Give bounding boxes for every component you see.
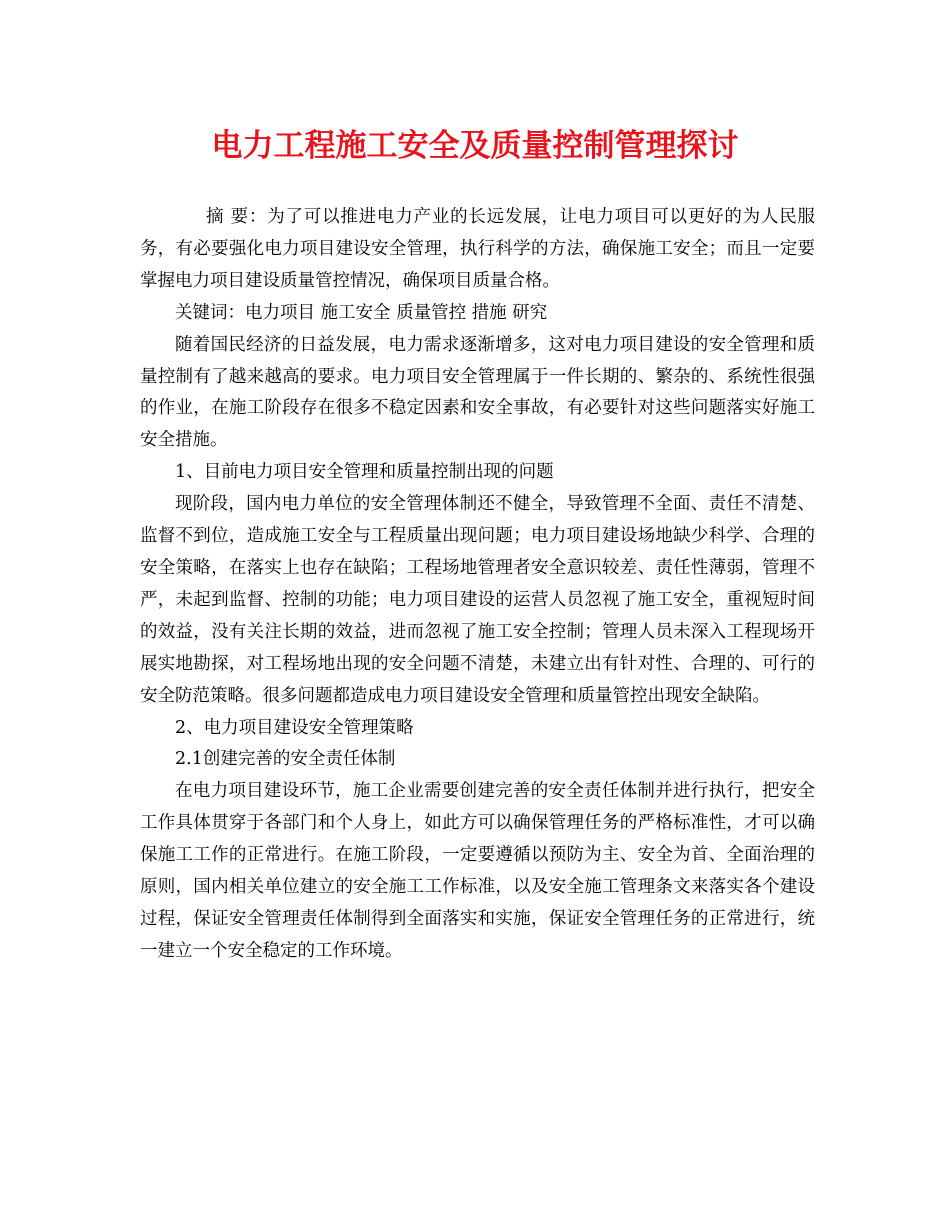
section-2-heading: 2、电力项目建设安全管理策略 [175, 717, 414, 738]
keywords-paragraph: 关键词：电力项目 施工安全 质量管控 措施 研究 [175, 302, 548, 323]
section-2-1-paragraph: 在电力项目建设环节，施工企业需要创建完善的安全责任体制并进行执行，把安全工作具体贯穿于各部门和个人身上，如此方可以确保管理任务的严格标准性，才可以确保施工工作的正常进行。在施工阶段，一定要遵循以预防为主、安全为首、全面治理的原则，国内相关单位建立的安全施工工作标准，以及安全施工管理条文来落实各个建设过程，保证安全管理责任体制得到全面落实和实施，保证安全管理任务的正常进行，统一建立一个安全稳定的工作环境。 [140, 781, 815, 961]
document-body [140, 202, 815, 968]
document-title: 电力工程施工安全及质量控制管理探讨 [211, 128, 739, 164]
section-1-paragraph: 现阶段，国内电力单位的安全管理体制还不健全，导致管理不全面、责任不清楚、监督不到位，造成施工安全与工程质量出现问题；电力项目建设场地缺少科学、合理的安全策略，在落实上也存在缺陷；工程场地管理者安全意识较差、责任性薄弱，管理不严，未起到监督、控制的功能；电力项目建设的运营人员忽视了施工安全，重视短时间的效益，没有关注长期的效益，进而忽视了施工安全控制；管理人员未深入工程现场开展实地勘探，对工程场地出现的安全问题不清楚，未建立出有针对性、合理的、可行的安全防范策略。很多问题都造成电力项目建设安全管理和质量管控出现安全缺陷。 [140, 494, 815, 706]
section-2-1-heading: 2.1创建完善的安全责任体制 [175, 749, 396, 770]
section-1-heading: 1、目前电力项目安全管理和质量控制出现的问题 [175, 462, 554, 483]
abstract-paragraph: 摘 要：为了可以推进电力产业的长远发展，让电力项目可以更好的为人民服务，有必要强化电力项目建设安全管理，执行科学的方法，确保施工安全；而且一定要掌握电力项目建设质量管控情况，确保项目质量合格。 [140, 207, 815, 291]
intro-paragraph: 随着国民经济的日益发展，电力需求逐渐增多，这对电力项目建设的安全管理和质量控制有了越来越高的要求。电力项目安全管理属于一件长期的、繁杂的、系统性很强的作业，在施工阶段存在很多不稳定因素和安全事故，有必要针对这些问题落实好施工安全措施。 [140, 334, 815, 451]
